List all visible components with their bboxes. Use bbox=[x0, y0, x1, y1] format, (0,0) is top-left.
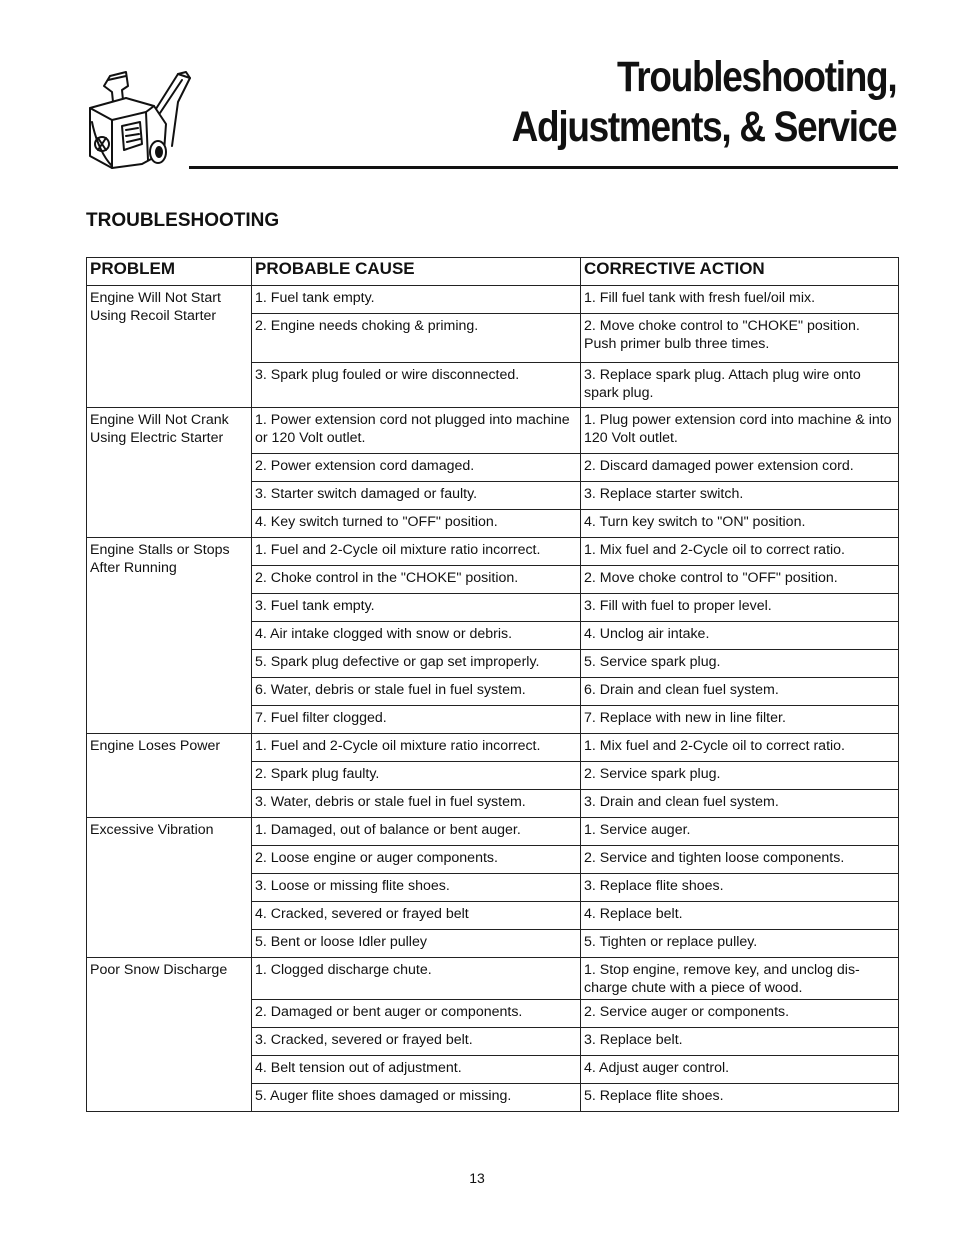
snowblower-icon bbox=[82, 68, 200, 176]
probable-cause-cell: 3. Fuel tank empty. bbox=[252, 594, 581, 622]
probable-cause-cell: 4. Key switch turned to "OFF" position. bbox=[252, 510, 581, 538]
probable-cause-cell: 1. Fuel tank empty. bbox=[252, 286, 581, 314]
corrective-action-cell: 3. Replace belt. bbox=[581, 1028, 899, 1056]
column-header-probable-cause: PROBABLE CAUSE bbox=[252, 258, 581, 286]
probable-cause-cell: 6. Water, debris or stale fuel in fuel system. bbox=[252, 678, 581, 706]
corrective-action-cell: 1. Service auger. bbox=[581, 818, 899, 846]
probable-cause-cell: 1. Clogged discharge chute. bbox=[252, 958, 581, 1000]
probable-cause-cell: 1. Damaged, out of balance or bent auger. bbox=[252, 818, 581, 846]
corrective-action-cell: 3. Replace starter switch. bbox=[581, 482, 899, 510]
probable-cause-cell: 2. Choke control in the "CHOKE" position. bbox=[252, 566, 581, 594]
corrective-action-cell: 4. Turn key switch to "ON" position. bbox=[581, 510, 899, 538]
probable-cause-cell: 1. Fuel and 2-Cycle oil mixture ratio incorrect. bbox=[252, 538, 581, 566]
table-header-row bbox=[87, 258, 899, 286]
page-title bbox=[511, 52, 896, 152]
corrective-action-cell: 3. Replace spark plug. Attach plug wire onto spark plug. bbox=[581, 363, 899, 408]
corrective-action-cell: 3. Drain and clean fuel system. bbox=[581, 790, 899, 818]
probable-cause-cell: 3. Spark plug fouled or wire disconnected. bbox=[252, 363, 581, 408]
problem-cell: Engine Loses Power bbox=[87, 734, 252, 818]
problem-cell: Engine Stalls or Stops After Running bbox=[87, 538, 252, 734]
probable-cause-cell: 3. Loose or missing flite shoes. bbox=[252, 874, 581, 902]
table-row bbox=[87, 286, 899, 314]
column-header-corrective-action: CORRECTIVE ACTION bbox=[581, 258, 899, 286]
problem-cell: Excessive Vibration bbox=[87, 818, 252, 958]
probable-cause-cell: 1. Power extension cord not plugged into machine or 120 Volt outlet. bbox=[252, 408, 581, 454]
probable-cause-cell: 5. Bent or loose Idler pulley bbox=[252, 930, 581, 958]
corrective-action-cell: 2. Move choke control to "CHOKE" position. Push primer bulb three times. bbox=[581, 314, 899, 363]
probable-cause-cell: 2. Power extension cord damaged. bbox=[252, 454, 581, 482]
probable-cause-cell: 3. Cracked, severed or frayed belt. bbox=[252, 1028, 581, 1056]
corrective-action-cell: 3. Replace flite shoes. bbox=[581, 874, 899, 902]
table-body bbox=[87, 286, 899, 1112]
probable-cause-cell: 2. Engine needs choking & priming. bbox=[252, 314, 581, 363]
probable-cause-cell: 4. Cracked, severed or frayed belt bbox=[252, 902, 581, 930]
corrective-action-cell: 5. Service spark plug. bbox=[581, 650, 899, 678]
table-row bbox=[87, 734, 899, 762]
corrective-action-cell: 1. Fill fuel tank with fresh fuel/oil mix. bbox=[581, 286, 899, 314]
section-title: TROUBLESHOOTING bbox=[86, 210, 280, 231]
page-title-line-2: Adjustments, & Service bbox=[511, 103, 896, 151]
probable-cause-cell: 2. Damaged or bent auger or components. bbox=[252, 1000, 581, 1028]
corrective-action-cell: 1. Plug power extension cord into machine & into 120 Volt outlet. bbox=[581, 408, 899, 454]
probable-cause-cell: 7. Fuel filter clogged. bbox=[252, 706, 581, 734]
probable-cause-cell: 4. Belt tension out of adjustment. bbox=[252, 1056, 581, 1084]
probable-cause-cell: 5. Auger flite shoes damaged or missing. bbox=[252, 1084, 581, 1112]
corrective-action-cell: 2. Service spark plug. bbox=[581, 762, 899, 790]
page-title-line-1: Troubleshooting, bbox=[616, 53, 896, 101]
corrective-action-cell: 3. Fill with fuel to proper level. bbox=[581, 594, 899, 622]
probable-cause-cell: 5. Spark plug defective or gap set improperly. bbox=[252, 650, 581, 678]
probable-cause-cell: 1. Fuel and 2-Cycle oil mixture ratio incorrect. bbox=[252, 734, 581, 762]
table-row bbox=[87, 958, 899, 1000]
column-header-problem: PROBLEM bbox=[87, 258, 252, 286]
page-number: 13 bbox=[469, 1170, 485, 1186]
corrective-action-cell: 2. Service and tighten loose components. bbox=[581, 846, 899, 874]
problem-cell: Engine Will Not Crank Using Electric Starter bbox=[87, 408, 252, 538]
corrective-action-cell: 5. Tighten or replace pulley. bbox=[581, 930, 899, 958]
corrective-action-cell: 2. Move choke control to "OFF" position. bbox=[581, 566, 899, 594]
corrective-action-cell: 4. Replace belt. bbox=[581, 902, 899, 930]
corrective-action-cell: 4. Unclog air intake. bbox=[581, 622, 899, 650]
probable-cause-cell: 4. Air intake clogged with snow or debris. bbox=[252, 622, 581, 650]
corrective-action-cell: 5. Replace flite shoes. bbox=[581, 1084, 899, 1112]
table-row bbox=[87, 538, 899, 566]
problem-cell: Engine Will Not Start Using Recoil Starter bbox=[87, 286, 252, 408]
corrective-action-cell: 4. Adjust auger control. bbox=[581, 1056, 899, 1084]
corrective-action-cell: 2. Service auger or components. bbox=[581, 1000, 899, 1028]
header-rule bbox=[189, 166, 898, 169]
table-row bbox=[87, 408, 899, 454]
table-row bbox=[87, 818, 899, 846]
corrective-action-cell: 7. Replace with new in line filter. bbox=[581, 706, 899, 734]
corrective-action-cell: 1. Mix fuel and 2-Cycle oil to correct ratio. bbox=[581, 538, 899, 566]
probable-cause-cell: 2. Loose engine or auger components. bbox=[252, 846, 581, 874]
corrective-action-cell: 1. Stop engine, remove key, and unclog dis-charge chute with a piece of wood. bbox=[581, 958, 899, 1000]
corrective-action-cell: 1. Mix fuel and 2-Cycle oil to correct ratio. bbox=[581, 734, 899, 762]
probable-cause-cell: 3. Starter switch damaged or faulty. bbox=[252, 482, 581, 510]
corrective-action-cell: 2. Discard damaged power extension cord. bbox=[581, 454, 899, 482]
troubleshooting-table bbox=[86, 257, 899, 1112]
corrective-action-cell: 6. Drain and clean fuel system. bbox=[581, 678, 899, 706]
problem-cell: Poor Snow Discharge bbox=[87, 958, 252, 1112]
probable-cause-cell: 3. Water, debris or stale fuel in fuel system. bbox=[252, 790, 581, 818]
probable-cause-cell: 2. Spark plug faulty. bbox=[252, 762, 581, 790]
